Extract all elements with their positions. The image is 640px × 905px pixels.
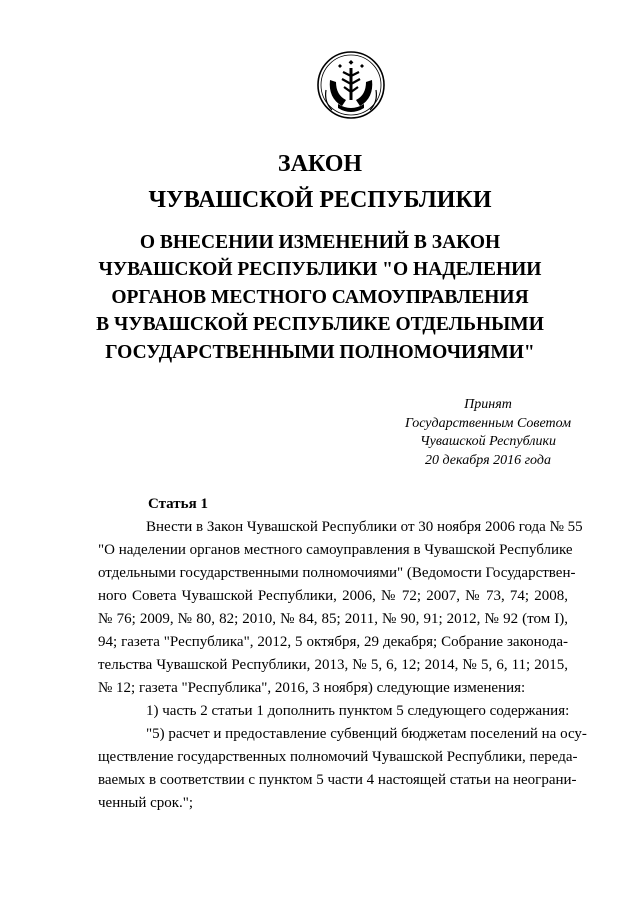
adoption-line: Чувашской Республики: [420, 434, 556, 449]
body-line: 94; газета "Республика", 2012, 5 октября, 29 декабря; Собрание законода-: [98, 634, 568, 650]
subtitle-line: О ВНЕСЕНИИ ИЗМЕНЕНИЙ В ЗАКОН: [139, 232, 501, 253]
subtitle-line: ГОСУДАРСТВЕННЫМИ ПОЛНОМОЧИЯМИ": [105, 341, 535, 363]
adoption-line: Принят: [464, 397, 512, 412]
adoption-line: Государственным Советом: [404, 415, 572, 431]
body-line: ществление государственных полномочий Чувашской Республики, переда-: [98, 749, 578, 765]
subtitle-line: ОРГАНОВ МЕСТНОГО САМОУПРАВЛЕНИЯ: [111, 286, 529, 308]
body-line: тельства Чувашской Республики, 2013, № 5, 6, 12; 2014, № 5, 6, 11; 2015,: [98, 657, 568, 673]
body-line: ваемых в соответствии с пунктом 5 части 4 настоящей статьи на неограни-: [98, 772, 577, 788]
body-line: ченный срок.";: [98, 795, 194, 811]
body-line: Внести в Закон Чувашской Республики от 30 ноября 2006 года № 55: [146, 519, 583, 535]
subtitle-line: В ЧУВАШСКОЙ РЕСПУБЛИКЕ ОТДЕЛЬНЫМИ: [96, 314, 544, 336]
law-subtitle: [60, 229, 580, 366]
document-title: ЗАКОН: [277, 151, 363, 177]
body-line: № 12; газета "Республика", 2016, 3 ноября) следующие изменения:: [98, 680, 526, 696]
body-line: "5) расчет и предоставление субвенций бюджетам поселений на осу-: [146, 726, 587, 742]
body-line: отдельными государственными полномочиями" (Ведомости Государствен-: [98, 565, 576, 581]
article-body: [98, 516, 587, 815]
body-line: ного Совета Чувашской Республики, 2006, № 72; 2007, № 73, 74; 2008,: [98, 588, 568, 604]
adoption-note: [388, 396, 588, 470]
article-heading: Статья 1: [148, 496, 208, 512]
subtitle-line: ЧУВАШСКОЙ РЕСПУБЛИКИ "О НАДЕЛЕНИИ: [98, 259, 542, 281]
body-line: № 76; 2009, № 80, 82; 2010, № 84, 85; 2011, № 90, 91; 2012, № 92 (том I),: [98, 611, 568, 627]
chuvash-emblem-icon: [316, 50, 386, 120]
document-title-republic: ЧУВАШСКОЙ РЕСПУБЛИКИ: [148, 187, 492, 213]
body-line: "О наделении органов местного самоуправления в Чувашской Республике: [98, 542, 573, 558]
body-line: 1) часть 2 статьи 1 дополнить пунктом 5 следующего содержания:: [146, 703, 570, 719]
adoption-date: 20 декабря 2016 года: [425, 452, 551, 468]
